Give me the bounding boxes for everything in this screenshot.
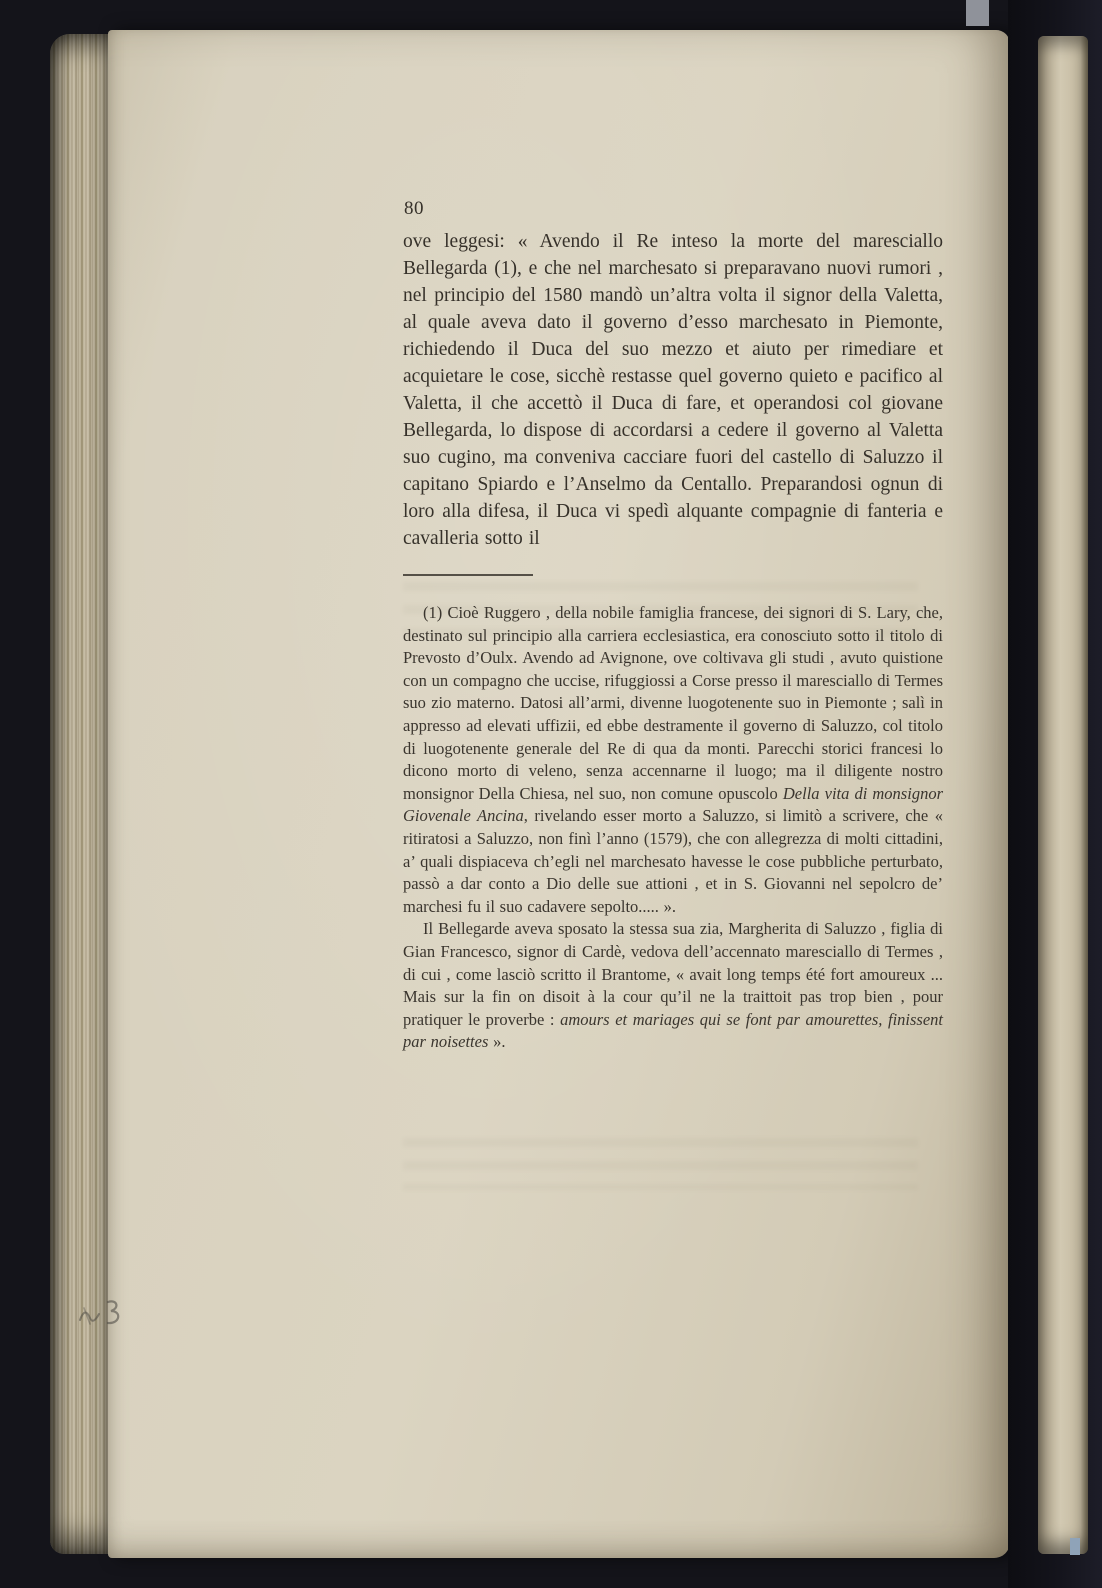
handwritten-mark xyxy=(74,1294,130,1336)
facing-page-edge xyxy=(1038,36,1088,1554)
scan-artifact-top xyxy=(966,0,989,26)
book-page xyxy=(108,30,1010,1558)
page-number: 80 xyxy=(404,198,424,219)
footnote-paragraph-2: Il Bellegarde aveva sposato la stessa sua zia, Margherita di Saluzzo , figlia di Gian Francesco, signor di Cardè, vedova dell’accennato maresciallo di Termes , di cui , come lasciò scritto il Brantome, « avait long temps été fort amoureux ... Mais sur la fin on disoit à la cour qu’il ne la traittoit pas trop bien , pour pratiquer le proverbe : amours et mariages qui se font par amourettes, finissent par noisettes ». xyxy=(403,919,943,1052)
main-paragraph: ove leggesi: « Avendo il Re inteso la morte del maresciallo Bellegarda (1), e che nel marchesato si preparavano nuovi rumori , nel principio del 1580 mandò un’altra volta il signor della Valetta, al quale aveva dato il governo d’esso marchesato in Piemonte, richiedendo il Duca del suo mezzo et aiuto per rimediare et acquietare le cose, sicchè restasse quel governo quieto e pacifico al Valetta, il che accettò il Duca di fare, et operandosi col giovane Bellegarda, lo dispose di accordarsi a cedere il governo al Valetta suo cugino, ma conveniva cacciare fuori del castello di Saluzzo il capitano Spiardo e l’Anselmo da Centallo. Preparandosi ognun di loro alla difesa, il Duca vi spedì alquante compagnie di fanteria e cavalleria sotto il xyxy=(403,231,943,549)
footnote-paragraph-1: (1) Cioè Ruggero , della nobile famiglia francese, dei signori di S. Lary, che, destinato sul principio alla carriera ecclesiastica, era conosciuto sotto il titolo di Prevosto d’Oulx. Avendo ad Avignone, ove coltivava gli studi , avuto quistione con un compagno che uccise, rifuggiossi a Corse presso il maresciallo di Termes suo zio materno. Datosi all’armi, divenne luogotenente suo in Piemonte ; salì in appresso ad elevati uffizii, ed ebbe destramente il governo di Saluzzo, col titolo di luogotenente generale del Re di qua da monti. Parecchi storici francesi lo dicono morto di veleno, senza accennarne il luogo; ma il diligente nostro monsignor Della Chiesa, nel suo, non comune opuscolo Della vita di monsignor Giovenale Ancina, rivelando esser morto a Saluzzo, si limitò a scrivere, che « ritiratosi a Saluzzo, non finì l’anno (1579), che con allegrezza di molti cittadini, a’ quali dispiaceva ch’egli nel marchesato havesse le cose pubbliche perturbato, passò a dar conto a Dio delle sue attioni , et in S. Giovanni nel sepolcro de’ marchesi fu il suo cadavere sepolto..... ». xyxy=(403,603,943,916)
footnote-separator xyxy=(403,574,533,576)
show-through-ghost-bottom xyxy=(403,1138,918,1190)
text-block xyxy=(403,198,943,1054)
scan-artifact-bottom xyxy=(1070,1538,1080,1555)
